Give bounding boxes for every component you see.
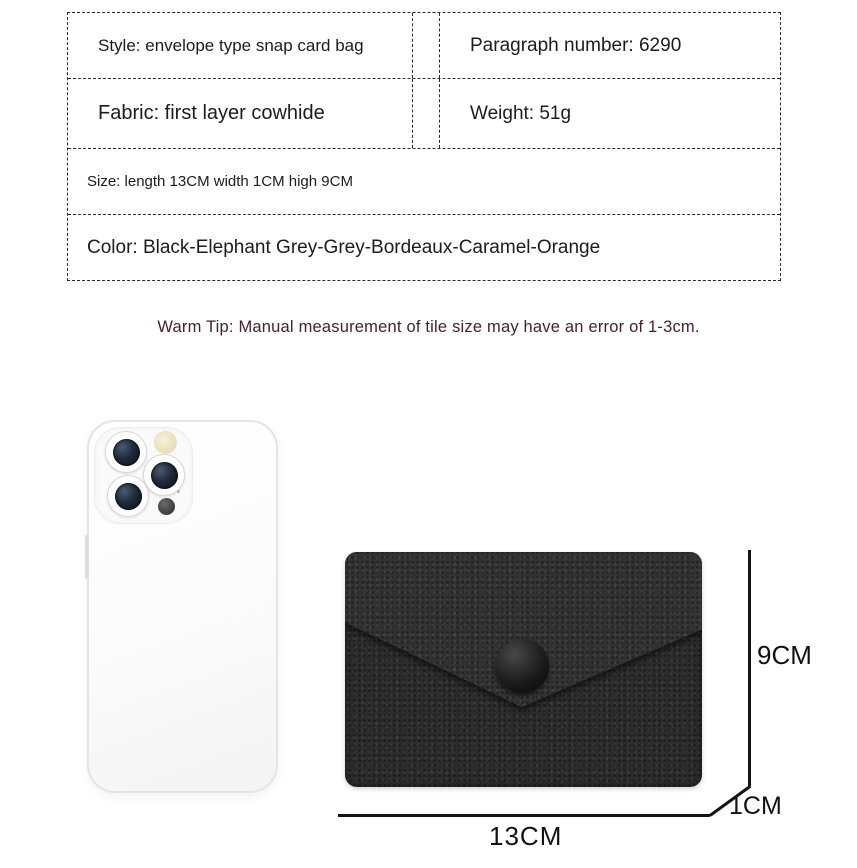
spec-weight-text: Weight: 51g [470,102,572,124]
camera-lens-bottom-left-icon [107,475,149,517]
dimension-height-line [748,550,751,786]
camera-lens-top-left-icon [105,431,147,473]
spec-size-text: Size: length 13CM width 1CM high 9CM [87,173,353,190]
card-bag-image [345,552,702,787]
camera-flash-icon [154,431,177,454]
spec-row-style-paragraph [68,13,780,78]
spec-color-cell [68,215,780,280]
spec-fabric-cell [68,79,413,148]
spec-row-size [68,148,780,214]
spec-weight-cell [439,79,780,148]
card-bag-snap-button [495,639,549,693]
spec-paragraph-number-cell [439,13,780,78]
warm-tip-text: Warm Tip: Manual measurement of tile size may have an error of 1-3cm. [157,318,700,336]
spec-row-fabric-weight [68,78,780,148]
spec-fabric-text: Fabric: first layer cowhide [98,102,325,124]
camera-lidar-sensor-icon [158,498,175,515]
spec-color-text: Color: Black-Elephant Grey-Grey-Bordeaux-Caramel-Orange [87,236,601,258]
camera-mic-dot-icon [177,490,180,493]
spec-style-text: Style: envelope type snap card bag [98,35,364,55]
dimension-height-label: 9CM [757,640,812,670]
spec-size-cell [68,149,780,214]
phone-camera-module [94,427,193,524]
dimension-length-line [338,814,710,817]
dimension-thickness-label: 1CM [729,792,782,820]
phone-image [87,420,278,793]
spec-table [67,12,781,281]
spec-style-cell [68,13,413,78]
spec-row-color [68,214,780,280]
spec-paragraph-number-text: Paragraph number: 6290 [470,34,682,56]
phone-side-button [85,535,89,579]
dimension-length-label: 13CM [489,821,563,851]
